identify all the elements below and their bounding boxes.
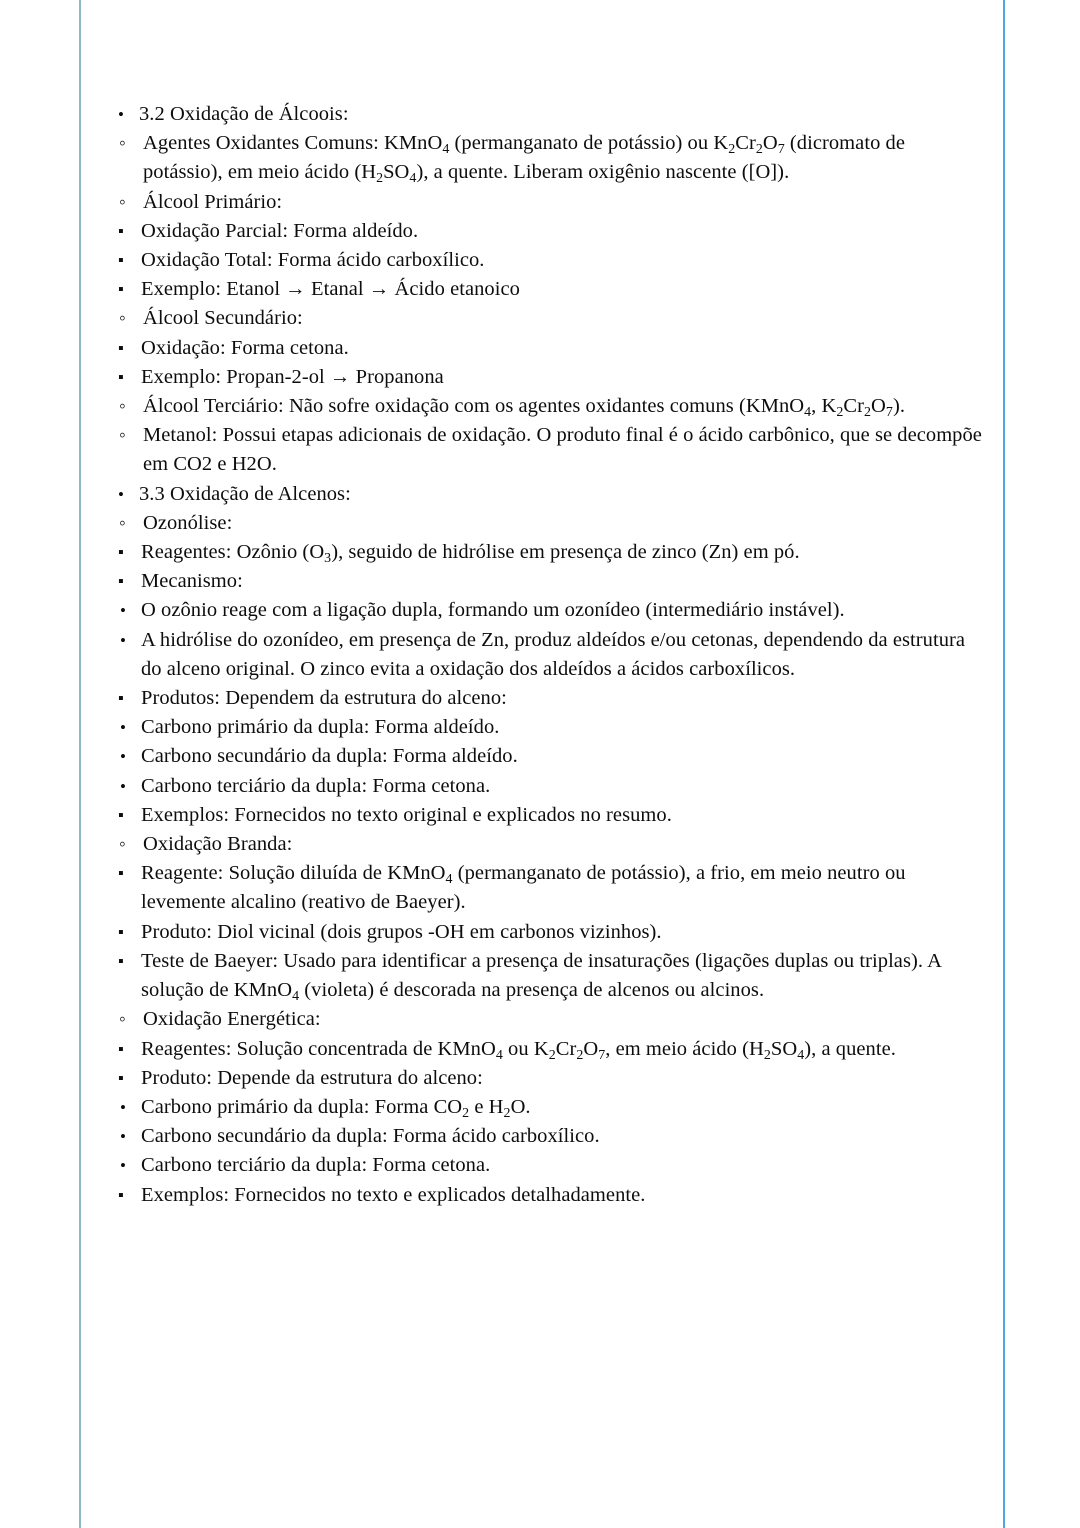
oxidacao-branda-body bbox=[104, 859, 984, 1005]
teste-baeyer-item bbox=[104, 947, 984, 1005]
ozonolise-exemplos-text: ▪ Exemplos: Fornecidos no texto original e explicados no resumo. bbox=[141, 803, 672, 826]
list-item bbox=[104, 596, 984, 625]
sub-2c: 2 bbox=[376, 171, 384, 187]
branda-reagente-text: ▪ Reagente: Solução diluída de KMnO$_4$ (permanganato de potássio), a frio, em meio neutro ou levemente alcalino (reativo de Baeyer). bbox=[141, 862, 906, 914]
energetica-reagentes-item bbox=[104, 1035, 984, 1064]
sub-2b: 2 bbox=[755, 142, 763, 158]
energetica-produto-body bbox=[104, 1093, 984, 1181]
ozonolise-exemplos-item bbox=[104, 801, 984, 830]
mecanismo-step-2: • A hidrólise do ozonídeo, em presença de Zn, produz aldeídos e/ou cetonas, dependendo da estrutura do alceno original. O zinco evita a oxidação dos aldeídos a ácidos carboxílicos. bbox=[141, 628, 966, 680]
alcool-primario-body bbox=[104, 217, 984, 305]
section-3-2-body bbox=[104, 129, 984, 479]
ozonolise-reagentes-text: ▪ Reagentes: Ozônio $(O_3)$, seguido de hidrólise em presença de zinco (Zn) em pó. bbox=[141, 541, 800, 566]
section-3-3-body bbox=[104, 509, 984, 1210]
sub-7: 7 bbox=[598, 1047, 606, 1063]
mecanismo-step-1: • O ozônio reage com a ligação dupla, formando um ozonídeo (intermediário instável). bbox=[141, 599, 845, 622]
sub-3: 3 bbox=[324, 550, 332, 566]
alcool-primario-list bbox=[104, 217, 984, 305]
oxidacao-energetica-item bbox=[104, 1005, 984, 1034]
ozonolise-label: ◦ Ozonólise: bbox=[143, 511, 233, 534]
list-item bbox=[104, 1122, 984, 1151]
sub-2c: 2 bbox=[763, 1047, 771, 1063]
section-3-3-title: • 3.3 Oxidação de Alcenos: bbox=[139, 482, 351, 505]
energetica-produto-item bbox=[104, 1064, 984, 1093]
oxidacao-energetica-body bbox=[104, 1035, 984, 1210]
alcool-secundario-list bbox=[104, 334, 984, 392]
sub-4b: 4 bbox=[409, 171, 417, 187]
oxidacao-branda-list bbox=[104, 859, 984, 1005]
energetica-reagentes-text: ▪ Reagentes: Solução concentrada de KMnO$_4$ ou $K_2Cr_2O_7$, em meio ácido $(H_2SO_4)$, a quente. bbox=[141, 1037, 896, 1063]
agentes-oxidantes-item bbox=[104, 129, 984, 187]
teste-baeyer-text: ▪ Teste de Baeyer: Usado para identificar a presença de insaturações (ligações duplas ou triplas). A solução de KMnO$_4$ (violeta) é descorada na presença de alcenos ou alcinos. bbox=[141, 949, 941, 1004]
produto-secundario-text: • Carbono secundário da dupla: Forma aldeído. bbox=[141, 745, 518, 768]
energetica-produto-primario-text: • Carbono primário da dupla: Forma $CO_2$ e $H_2O$. bbox=[141, 1095, 531, 1121]
alcool-primario-item bbox=[104, 188, 984, 217]
energetica-exemplos-text: ▪ Exemplos: Fornecidos no texto e explicados detalhadamente. bbox=[141, 1183, 646, 1206]
sub-4: 4 bbox=[292, 988, 300, 1004]
sub-2: 2 bbox=[728, 142, 736, 158]
sub-4: 4 bbox=[442, 142, 450, 158]
list-item bbox=[104, 1151, 984, 1180]
list-item bbox=[104, 334, 984, 363]
section-heading-3-2 bbox=[104, 100, 984, 129]
list-item bbox=[104, 275, 984, 304]
produtos-item bbox=[104, 684, 984, 713]
produto-terciario-text: • Carbono terciário da dupla: Forma cetona. bbox=[141, 774, 491, 797]
energetica-exemplos-item bbox=[104, 1181, 984, 1210]
metanol-item bbox=[104, 421, 984, 479]
primario-exemplo-text: ▪ Exemplo: Etanol → Etanal → Ácido etanoico bbox=[141, 278, 520, 301]
alcool-secundario-body bbox=[104, 334, 984, 392]
secundario-exemplo-text: ▪ Exemplo: Propan-2-ol → Propanona bbox=[141, 365, 444, 388]
produtos-body bbox=[104, 713, 984, 801]
list-item bbox=[104, 742, 984, 771]
outline-root bbox=[104, 100, 984, 1210]
section-3-2-list bbox=[104, 129, 984, 479]
oxidacao-branda-item bbox=[104, 830, 984, 859]
alcool-secundario-label: ◦ Álcool Secundário: bbox=[143, 307, 303, 330]
ozonolise-list bbox=[104, 538, 984, 830]
alcool-secundario-item bbox=[104, 304, 984, 333]
sub-2: 2 bbox=[548, 1047, 556, 1063]
section-3-3-list bbox=[104, 509, 984, 1210]
branda-reagente-item bbox=[104, 859, 984, 917]
primario-parcial-text: ▪ Oxidação Parcial: Forma aldeído. bbox=[141, 219, 419, 242]
sub-2b: 2 bbox=[576, 1047, 584, 1063]
oxidacao-energetica-label: ◦ Oxidação Energética: bbox=[143, 1008, 321, 1031]
list-item bbox=[104, 363, 984, 392]
energetica-produto-terciario-text: • Carbono terciário da dupla: Forma cetona. bbox=[141, 1154, 491, 1177]
produto-primario-text: • Carbono primário da dupla: Forma aldeído. bbox=[141, 716, 500, 739]
alcool-terciario-item bbox=[104, 392, 984, 421]
sub-4: 4 bbox=[804, 404, 812, 420]
branda-produto-text: ▪ Produto: Diol vicinal (dois grupos -OH em carbonos vizinhos). bbox=[141, 920, 662, 943]
sub-4b: 4 bbox=[797, 1047, 805, 1063]
branda-produto-item bbox=[104, 918, 984, 947]
oxidacao-branda-label: ◦ Oxidação Branda: bbox=[143, 833, 293, 856]
list-item bbox=[104, 217, 984, 246]
list-item bbox=[104, 713, 984, 742]
alcool-primario-label: ◦ Álcool Primário: bbox=[143, 190, 283, 213]
alcool-terciario-text: ◦ Álcool Terciário: Não sofre oxidação com os agentes oxidantes comuns (KMnO$_4$, $K_2Cr_2O_7$). bbox=[143, 395, 905, 420]
ozonolise-reagentes-item bbox=[104, 538, 984, 567]
energetica-produto-secundario-text: • Carbono secundário da dupla: Forma ácido carboxílico. bbox=[141, 1125, 600, 1148]
outline-content bbox=[104, 100, 984, 1210]
sub-2b: 2 bbox=[503, 1105, 511, 1121]
section-3-2-title: • 3.2 Oxidação de Álcoois: bbox=[139, 103, 349, 125]
mecanismo-list bbox=[104, 596, 984, 684]
list-item bbox=[104, 1093, 984, 1122]
list-item bbox=[104, 246, 984, 275]
metanol-text: ◦ Metanol: Possui etapas adicionais de oxidação. O produto final é o ácido carbônico, que se decompõe em CO2 e H2O. bbox=[143, 424, 982, 476]
mecanismo-body bbox=[104, 596, 984, 684]
energetica-produto-label: ▪ Produto: Depende da estrutura do alceno: bbox=[141, 1066, 483, 1089]
ozonolise-item bbox=[104, 509, 984, 538]
sub-2: 2 bbox=[836, 404, 844, 420]
primario-total-text: ▪ Oxidação Total: Forma ácido carboxílico. bbox=[141, 249, 485, 272]
list-item bbox=[104, 772, 984, 801]
oxidacao-energetica-list bbox=[104, 1035, 984, 1210]
sub-4: 4 bbox=[445, 872, 453, 888]
energetica-produto-list bbox=[104, 1093, 984, 1181]
produtos-label: ▪ Produtos: Dependem da estrutura do alceno: bbox=[141, 687, 507, 710]
agentes-oxidantes-text: ◦ Agentes Oxidantes Comuns: KMnO$_4$ (permanganato de potássio) ou $K_2Cr_2O_7$ (dicromato de potássio), em meio ácido $(H_2SO_4)$, a quente. Liberam oxigênio nascente ([O]). bbox=[143, 132, 905, 187]
sub-7: 7 bbox=[777, 142, 785, 158]
sub-7: 7 bbox=[885, 404, 893, 420]
left-margin-rule bbox=[79, 0, 81, 1528]
sub-2: 2 bbox=[462, 1105, 470, 1121]
produtos-list bbox=[104, 713, 984, 801]
mecanismo-item bbox=[104, 567, 984, 596]
right-margin-rule bbox=[1003, 0, 1005, 1528]
sub-4: 4 bbox=[495, 1047, 503, 1063]
secundario-oxidacao-text: ▪ Oxidação: Forma cetona. bbox=[141, 336, 349, 359]
sub-2b: 2 bbox=[864, 404, 872, 420]
section-heading-3-3 bbox=[104, 480, 984, 509]
list-item bbox=[104, 626, 984, 684]
mecanismo-label: ▪ Mecanismo: bbox=[141, 570, 243, 593]
ozonolise-body bbox=[104, 538, 984, 830]
